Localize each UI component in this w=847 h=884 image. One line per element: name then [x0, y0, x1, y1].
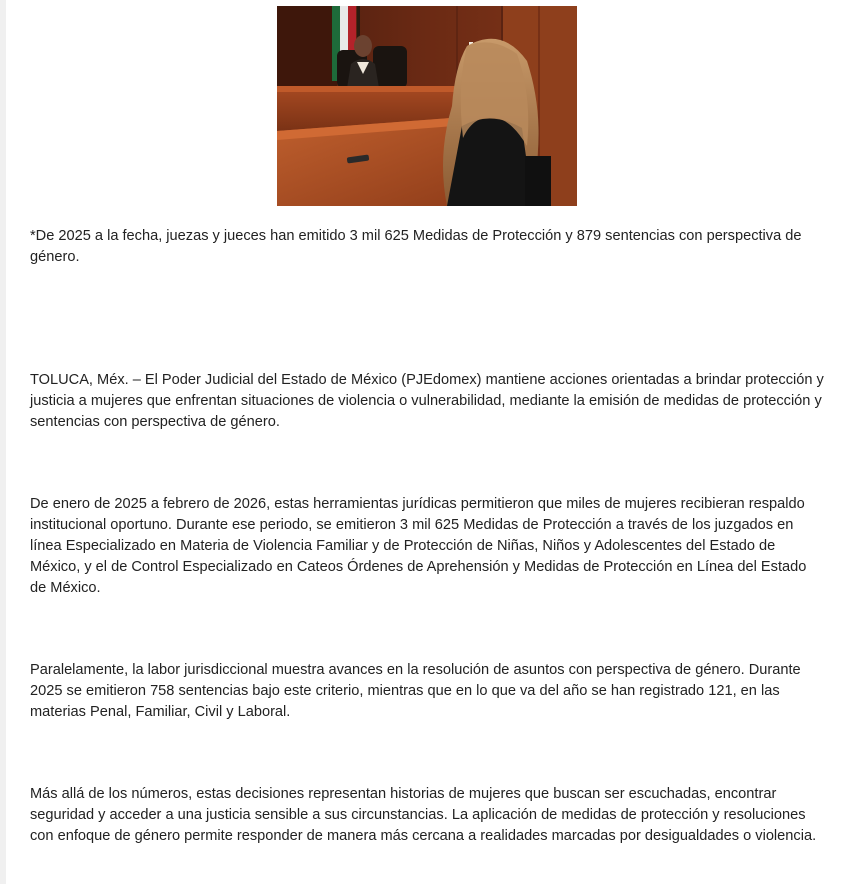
article-paragraph-measures: De enero de 2025 a febrero de 2026, estas herramientas jurídicas permitieron que miles de mujeres recibieran respaldo institucional oportuno. Durante ese periodo, se emitieron 3 mil 625 Medidas de Protección a través de los juzgados en línea Especializado en Materia de Violencia Familiar y de Protección de Niñas, Niños y Adolescentes del Estado de México, y el de Control Especializado en Cateos Órdenes de Aprehensión y Medidas de Protección en Línea del Estado de México. [30, 496, 807, 596]
article-paragraph-closing: Más allá de los números, estas decisiones representan historias de mujeres que buscan ser escuchadas, encontrar seguridad y acceder a una justicia sensible a sus circunstancias. La aplicación de medidas de protección y resoluciones con enfoque de género permite responder de manera más cercana a realidades marcadas por desigualdades o violencia. [30, 786, 817, 844]
left-border [0, 0, 6, 884]
article-summary: *De 2025 a la fecha, juezas y jueces han emitido 3 mil 625 Medidas de Protección y 879 sentencias con perspectiva de género. [30, 228, 802, 265]
article-paragraph-intro: TOLUCA, Méx. – El Poder Judicial del Estado de México (PJEdomex) mantiene acciones orientadas a brindar protección y justicia a mujeres que enfrentan situaciones de violencia o vulnerabilidad, mediante la emisión de medidas de protección y sentencias con perspectiva de género. [30, 372, 824, 430]
courtroom-photo [277, 6, 577, 206]
article-paragraph-sentences: Paralelamente, la labor jurisdiccional muestra avances en la resolución de asuntos con perspectiva de género. Durante 2025 se emitieron 758 sentencias bajo este criterio, mientras que en lo que va del año se han registrado 121, en las materias Penal, Familiar, Civil y Laboral. [30, 662, 801, 720]
